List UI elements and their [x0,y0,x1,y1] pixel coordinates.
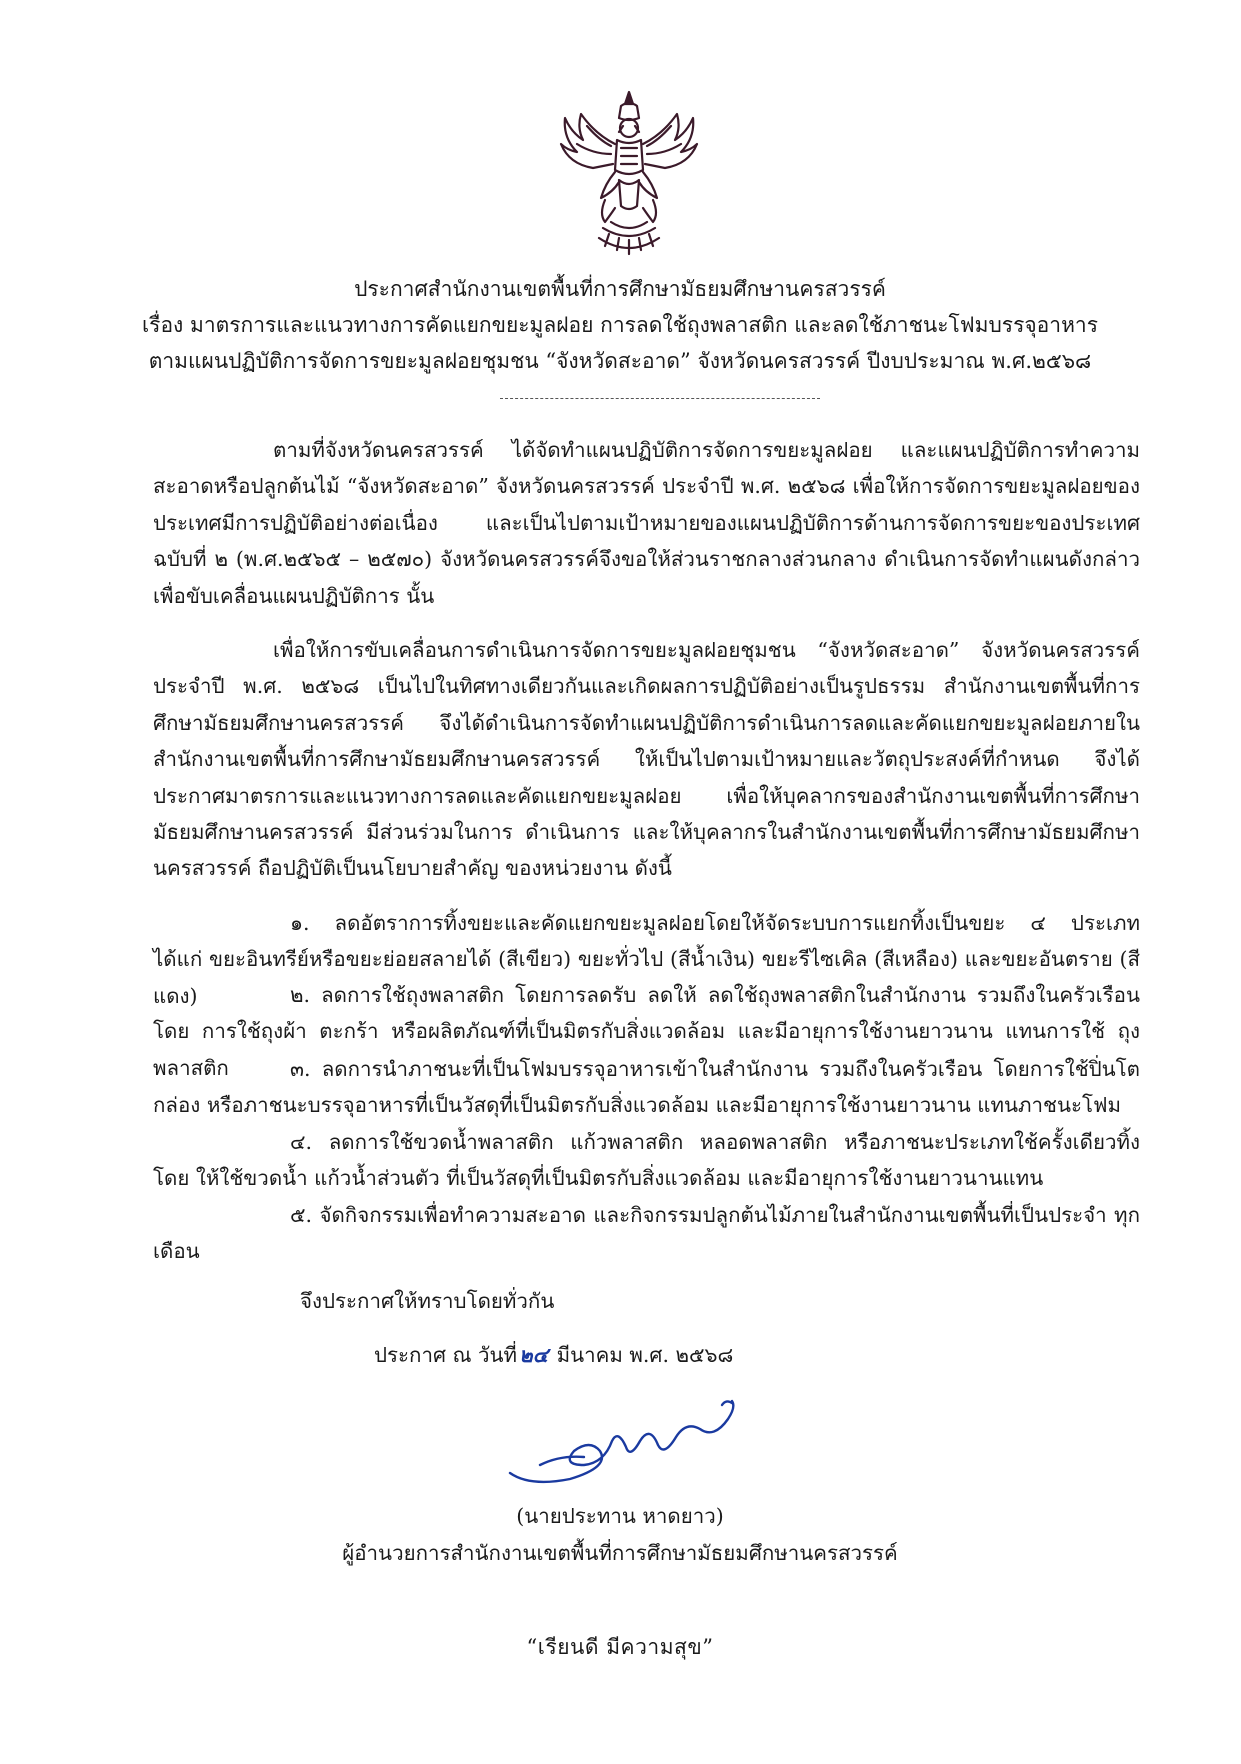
closing-statement: จึงประกาศให้ทราบโดยทั่วกัน [300,1289,555,1313]
handwritten-signature [500,1395,770,1495]
measure-item-text: ๕. จัดกิจกรรมเพื่อทำความสะอาด และกิจกรรมปลูกต้นไม้ภายในสำนักงานเขตพื้นที่เป็นประจำ ทุกเดือน [153,1203,1140,1264]
announcement-date [374,1339,733,1372]
announcement-subject-cont: ตามแผนปฏิบัติการจัดการขยะมูลฝอยชุมชน “จังหวัดสะอาด” จังหวัดนครสวรรค์ ปีงบประมาณ พ.ศ.๒๕๖๘ [148,349,1092,373]
garuda-emblem-icon [559,88,699,258]
date-suffix: มีนาคม พ.ศ. ๒๕๖๘ [556,1343,734,1367]
signer-name: (นายประทาน หาดยาว) [516,1504,724,1528]
measure-item-text: ๒. ลดการใช้ถุงพลาสติก โดยการลดรับ ลดให้ ลดใช้ถุงพลาสติกในสำนักงาน รวมถึงในครัวเรือน โดย การใช้ถุงผ้า ตะกร้า หรือผลิตภัณฑ์ที่เป็นมิตรกับสิ่งแวดล้อม และมีอายุการใช้งานยาวนาน แทนการใช้ ถุงพลาสติก [153,983,1140,1080]
office-motto: “เรียนดี มีความสุข” [526,1635,714,1659]
measure-item-5 [153,1197,1140,1270]
date-prefix: ประกาศ ณ วันที่ [374,1343,518,1367]
body-paragraph-1 [153,432,1140,614]
measure-item-text: ๔. ลดการใช้ขวดน้ำพลาสติก แก้วพลาสติก หลอดพลาสติก หรือภาชนะประเภทใช้ครั้งเดียวทิ้ง โดย ให้ใช้ขวดน้ำ แก้วน้ำส่วนตัว ที่เป็นวัสดุที่เป็นมิตรกับสิ่งแวดล้อม และมีอายุการใช้งานยาวนานแทน [153,1130,1140,1191]
paragraph-2-text: เพื่อให้การขับเคลื่อนการดำเนินการจัดการขยะมูลฝอยชุมชน “จังหวัดสะอาด” จังหวัดนครสวรรค์ ประจำปี พ.ศ. ๒๕๖๘ เป็นไปในทิศทางเดียวกันและเกิดผลการปฏิบัติอย่างเป็นรูปธรรม สำนักงานเขตพื้นที่การศึกษามัธยมศึกษานครสวรรค์ จึงได้ดำเนินการจัดทำแผนปฏิบัติการดำเนินการลดและคัดแยกขยะมูลฝอยภายในสำนักงานเขตพื้นที่การศึกษามัธยมศึกษานครสวรรค์ ให้เป็นไปตามเป้าหมายและวัตถุประสงค์ที่กำหนด จึงได้ประกาศมาตรการและแนวทางการลดและคัดแยกขยะมูลฝอย เพื่อให้บุคลากรของสำนักงานเขตพื้นที่การศึกษามัธยมศึกษานครสวรรค์ มีส่วนร่วมในการ ดำเนินการ และให้บุคลากรในสำนักงานเขตพื้นที่การศึกษามัธยมศึกษานครสวรรค์ ถือปฏิบัติเป็นนโยบายสำคัญ ของหน่วยงาน ดังนี้ [153,638,1140,881]
measure-item-text: ๑. ลดอัตราการทิ้งขยะและคัดแยกขยะมูลฝอยโดยให้จัดระบบการแยกทิ้งเป็นขยะ ๔ ประเภท ได้แก่ ขยะอินทรีย์หรือขยะย่อยสลายได้ (สีเขียว) ขยะทั่วไป (สีน้ำเงิน) ขยะรีไซเคิล (สีเหลือง) และขยะอันตราย (สีแดง) [153,911,1140,1008]
signer-title: ผู้อำนวยการสำนักงานเขตพื้นที่การศึกษามัธยมศึกษานครสวรรค์ [342,1541,898,1565]
heading-divider [500,398,820,399]
announcement-subject: เรื่อง มาตรการและแนวทางการคัดแยกขยะมูลฝอย การลดใช้ถุงพลาสติก และลดใช้ภาชนะโฟมบรรจุอาหาร [141,313,1098,337]
announcement-heading: ประกาศสำนักงานเขตพื้นที่การศึกษามัธยมศึกษานครสวรรค์ [354,277,886,301]
body-paragraph-2 [153,632,1140,887]
measure-item-text: ๓. ลดการนำภาชนะที่เป็นโฟมบรรจุอาหารเข้าในสำนักงาน รวมถึงในครัวเรือน โดยการใช้ปิ่นโต กล่อง หรือภาชนะบรรจุอาหารที่เป็นวัสดุที่เป็นมิตรกับสิ่งแวดล้อม และมีอายุการใช้งานยาวนาน แทนภาชนะโฟม [153,1057,1140,1118]
measure-item-3 [153,1051,1140,1124]
date-day: ๒๔ [519,1343,549,1367]
measure-item-4 [153,1124,1140,1197]
paragraph-1-text: ตามที่จังหวัดนครสวรรค์ ได้จัดทำแผนปฏิบัติการจัดการขยะมูลฝอย และแผนปฏิบัติการทำความสะอาดหรือปลูกต้นไม้ “จังหวัดสะอาด” จังหวัดนครสวรรค์ ประจำปี พ.ศ. ๒๕๖๘ เพื่อให้การจัดการขยะมูลฝอยของประเทศมีการปฏิบัติอย่างต่อเนื่อง และเป็นไปตามเป้าหมายของแผนปฏิบัติการด้านการจัดการขยะของประเทศ ฉบับที่ ๒ (พ.ศ.๒๕๖๕ – ๒๕๗๐) จังหวัดนครสวรรค์จึงขอให้ส่วนราชกลางส่วนกลาง ดำเนินการจัดทำแผนดังกล่าว เพื่อขับเคลื่อนแผนปฏิบัติการ นั้น [153,438,1140,608]
